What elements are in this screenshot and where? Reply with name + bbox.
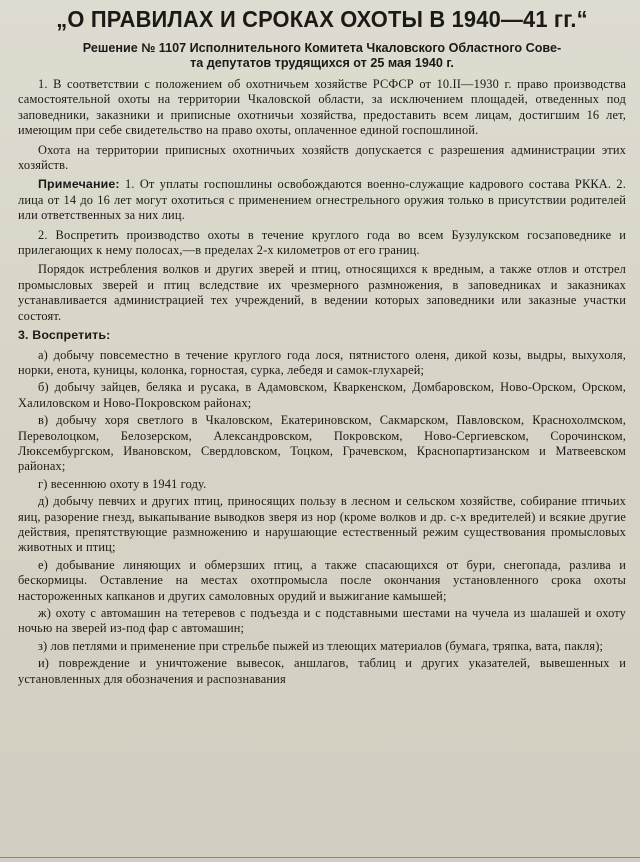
bottom-rule <box>0 857 640 858</box>
decision-line-1: Решение № 1107 Исполнительного Комитета Чкаловского Областного Сове- <box>82 41 562 55</box>
decision-header <box>18 41 626 71</box>
paragraph-4: Порядок истребления волков и других зверей и птиц, относящихся к вредным, а также отлов и отстрел промысловых зверей и птиц вследствие их чрезмерного размножения, в заповедниках и заказниках устанавливается администрацией тех учреждений, в ведении которых заповедники или заказные участки состоят. <box>18 262 626 323</box>
paragraph-2: Охота на территории приписных охотничьих хозяйств допускается с разрешения администрации этих хозяйств. <box>18 142 626 173</box>
item-i: и) повреждение и уничтожение вывесок, аншлагов, таблиц и других указателей, вывешенных и установленных для обозначения и распознавания <box>18 656 626 686</box>
ban-heading: 3. Воспретить: <box>18 328 111 343</box>
item-a: а) добычу повсеместно в течение круглого года лося, пятнистого оленя, дикой козы, выдры, выхухоля, норки, енота, куницы, колонка, горностая, сурка, лебедя и самок-глухарей; <box>18 347 626 377</box>
item-b: б) добычу зайцев, беляка и русака, в Адамовском, Кваркенском, Домбаровском, Ново-Орском, Орском, Халиловском и Ново-Покровском районах; <box>18 380 626 410</box>
headline: „О ПРАВИЛАХ И СРОКАХ ОХОТЫ В 1940—41 гг.“ <box>56 6 588 32</box>
item-zh: ж) охоту с автомашин на тетеревов с подъезда и с подставными шестами на чучела из шалашей и охоту ночью на зверей из-под фар с автомашин; <box>18 606 626 636</box>
note-label: Примечание: <box>38 177 120 192</box>
paragraph-1: 1. В соответствии с положением об охотничьем хозяйстве РСФСР от 10.II—1930 г. право производства самостоятельной охоты на территории Чкаловской области, за исключением площадей, отведенных под заповедники, заказники и приписные охотничьи хозяйства, предоставить всем лицам, достигшим 16 лет, имеющим при себе свидетельство на право охоты, оплаченное единой госпошлиной. <box>18 77 626 138</box>
note-text: 1. От уплаты госпошлины освобождаются военно-служащие кадрового состава РККА. 2. лица от 14 до 16 лет могут охотиться с применением огнестрельного оружия только в присутствии родителей или ответственных за них лиц. <box>18 177 626 223</box>
item-z: з) лов петлями и применение при стрельбе пыжей из тлеющих материалов (бумага, тряпка, вата, пакля); <box>38 638 604 653</box>
item-d: д) добычу певчих и других птиц, приносящих пользу в лесном и сельском хозяйстве, собирание птичьих яиц, разорение гнезд, выкапывание выводков зверя из нор (кроме волков и др. с-х вредителей) и всякие другие действия, препятствующие размножению и нарушающие естественный режим существования промысловых животных и птиц; <box>18 494 626 555</box>
decree-body <box>18 77 626 687</box>
paragraph-3: 2. Воспретить производство охоты в течение круглого года во всем Бузулукском госзаповеднике и прилегающих к нему полосах,—в пределах 2-х километров от его границ. <box>18 227 626 258</box>
item-e: е) добывание линяющих и обмерзших птиц, а также спасающихся от бури, снегопада, разлива и бескормицы. Оставление на местах охотпромысла после окончания установленного срока охоты настороженных капканов и других самоловных орудий и выжигание камышей; <box>18 557 626 603</box>
note-paragraph <box>18 177 626 223</box>
item-g: г) весеннюю охоту в 1941 году. <box>38 476 207 491</box>
item-v: в) добычу хоря светлого в Чкаловском, Екатериновском, Сакмарском, Павловском, Краснохолмском, Переволоцком, Белозерском, Александровском, Покровском, Ново-Сергиевском, Сорочинском, Люксембургском, Ивановском, Свердловском, Тоцком, Грачевском, Краснопартизанском и Матвеевском районах; <box>18 413 626 474</box>
decision-line-2: та депутатов трудящихся от 25 мая 1940 г. <box>190 56 454 70</box>
